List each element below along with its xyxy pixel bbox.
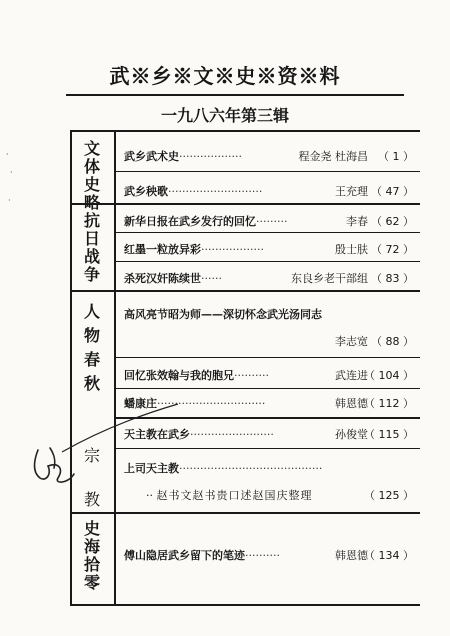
section-label-kangri [70, 212, 114, 284]
section-label-renwu [70, 300, 114, 396]
section-char: 物 [83, 326, 100, 345]
toc-entry [124, 241, 414, 257]
entry-author: 殷士肤 [335, 243, 368, 256]
section-char: 抗 [83, 211, 100, 230]
section-char: 秋 [83, 374, 100, 393]
leader-dots: ·········· [245, 549, 280, 562]
entry-author: 赵书文赵书贵口述赵国庆整理 [156, 489, 313, 502]
toc-entry [124, 547, 414, 563]
page-title: 武※乡※文※史※资※料 [109, 64, 341, 88]
leader-dots: ·················· [179, 150, 242, 163]
entry-title: 杀死汉奸陈续世 [124, 272, 201, 285]
entry-title: 新华日报在武乡发行的回忆 [124, 215, 256, 228]
leader-dots: ······························· [157, 397, 266, 410]
section-divider [70, 512, 420, 514]
entry-author: 韩恩德 [335, 549, 368, 562]
section-divider [70, 203, 420, 205]
toc-entry [124, 367, 414, 383]
entry-divider [114, 357, 420, 358]
entry-title: 武乡武术史 [124, 150, 179, 163]
leader-dots: ·················· [201, 243, 264, 256]
section-char: 零 [83, 573, 100, 592]
title-rule [66, 94, 404, 96]
entry-author: 王充理 [335, 185, 368, 198]
section-char: 宗 [83, 446, 100, 465]
entry-author: 李志宽 [335, 335, 368, 348]
entry-page: （ 62 ） [371, 215, 414, 228]
entry-title: 上司天主教 [124, 462, 179, 475]
entry-author: 孙俊堂 [335, 428, 368, 441]
toc-entry [124, 306, 414, 322]
entry-author: 武连进 [335, 369, 368, 382]
entry-divider [114, 171, 420, 172]
entry-page: （ 134 ） [364, 549, 414, 562]
margin-dot-icon: · [10, 168, 13, 177]
toc-entry [124, 270, 414, 286]
section-char: 战 [83, 247, 100, 266]
toc-entry [124, 183, 414, 199]
section-label-shihai [70, 520, 114, 592]
toc-entry [124, 213, 414, 229]
table-top-border [70, 130, 420, 132]
section-char: 略 [83, 193, 100, 212]
section-char: 争 [83, 265, 100, 284]
entry-divider [114, 388, 420, 389]
section-column-divider [114, 130, 116, 605]
entry-page: （ 88 ） [371, 335, 414, 348]
leader-dots: ········· [256, 215, 288, 228]
entry-title: 傅山隐居武乡留下的笔迹 [124, 549, 245, 562]
entry-author: 韩恩德 [335, 397, 368, 410]
entry-title: 回忆张效翰与我的胞兄 [124, 369, 234, 382]
section-char: 拾 [83, 555, 100, 574]
entry-title: 蟠康庄 [124, 397, 157, 410]
toc-entry-line2 [146, 487, 414, 503]
toc-entry [124, 460, 414, 476]
section-char: 文 [83, 139, 100, 158]
margin-dot-icon: · [8, 196, 11, 205]
section-char: 史 [83, 175, 100, 194]
leader-dots: ························ [190, 428, 274, 441]
entry-title: 高风亮节昭为师——深切怀念武光汤同志 [124, 308, 322, 321]
leader-dots: ······ [201, 272, 222, 285]
entry-page: （ 83 ） [371, 272, 414, 285]
entry-title: 红墨一粒放异彩 [124, 243, 201, 256]
leader-dots: ········································· [179, 462, 323, 475]
issue-label: 一九八六年第三辑 [160, 106, 289, 125]
section-char: 史 [83, 519, 100, 538]
leader-dots: ·········· [234, 369, 269, 382]
entry-page: （ 112 ） [364, 397, 414, 410]
entry-title: 天主教在武乡 [124, 428, 190, 441]
entry-page: （ 115 ） [364, 428, 414, 441]
table-bottom-border [70, 604, 420, 606]
entry-page: （ 125 ） [364, 489, 414, 502]
section-char: 体 [83, 157, 100, 176]
section-char: 人 [83, 302, 100, 321]
section-char: 教 [83, 490, 100, 509]
entry-author: 李春 [346, 215, 368, 228]
entry-author: 程金尧 杜海昌 [298, 150, 368, 163]
entry-author: 东良乡老干部组 [291, 272, 368, 285]
entry-divider [114, 261, 420, 262]
section-divider [70, 290, 420, 292]
entry-divider [114, 232, 420, 233]
leader-dots: ··························· [168, 185, 263, 198]
section-label-wenti [70, 140, 114, 212]
entry-page: （ 72 ） [371, 243, 414, 256]
toc-entry [124, 148, 414, 164]
section-char: 春 [83, 350, 100, 369]
margin-dot-icon: · [6, 150, 9, 159]
entry-title: 武乡秧歌 [124, 185, 168, 198]
section-char: 日 [83, 229, 100, 248]
entry-page: （ 47 ） [371, 185, 414, 198]
entry-page: （ 1 ） [378, 150, 414, 163]
pen-stroke-icon [60, 400, 180, 460]
entry-page: （ 104 ） [364, 369, 414, 382]
leader-dots: ·· [146, 489, 153, 502]
section-char: 海 [83, 537, 100, 556]
